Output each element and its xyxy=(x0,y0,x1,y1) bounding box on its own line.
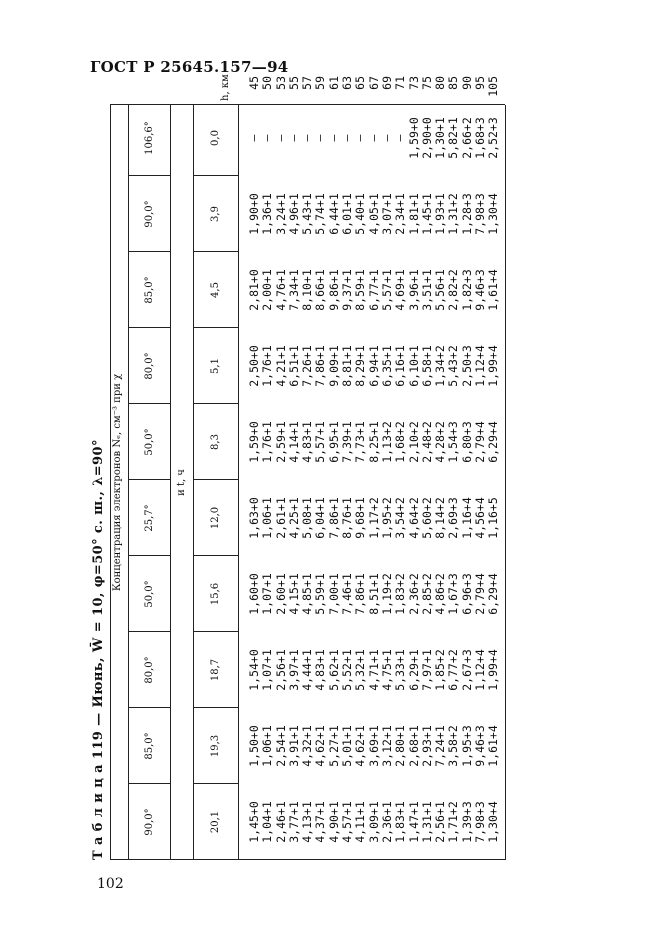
table-cell: 2,90+0 xyxy=(419,117,434,159)
table-cell: 1,59+0 xyxy=(247,421,261,463)
chi-header-cell: 85,0° xyxy=(144,276,155,304)
h-column xyxy=(248,76,501,98)
table-cell: 4,13+1 xyxy=(300,801,315,843)
table-cell: 2,50+3 xyxy=(459,345,474,387)
table-cell: 1,85+2 xyxy=(433,649,448,691)
table-cell: 1,67+3 xyxy=(446,573,461,615)
table-cell: 1,07+1 xyxy=(260,573,275,615)
table-cell: 4,64+2 xyxy=(406,497,421,539)
table-cell: 6,95+1 xyxy=(326,421,341,463)
table-cell: 7,34+1 xyxy=(286,269,301,311)
table-cell: 8,10+1 xyxy=(300,269,315,311)
table-cell: 1,82+3 xyxy=(459,269,474,311)
table-cell: 2,36+1 xyxy=(379,801,394,843)
table-cell: 1,39+3 xyxy=(459,801,474,843)
table-cell: 1,60+0 xyxy=(247,573,261,615)
table-cell: 1,28+3 xyxy=(459,193,474,235)
table-cell: 6,29+1 xyxy=(406,649,421,691)
table-cell: 2,68+1 xyxy=(406,725,421,767)
table-cell: 7,86+1 xyxy=(313,345,328,387)
table-cell: 7,98+3 xyxy=(473,801,488,843)
t-header-cell: 18,7 xyxy=(210,658,221,682)
table-cell: 7,39+1 xyxy=(340,421,355,463)
table-cell: 1,36+1 xyxy=(260,193,275,235)
table-cell: — xyxy=(379,134,394,142)
subheader-rule xyxy=(170,105,171,860)
table-cell: 3,96+1 xyxy=(406,269,421,311)
table-cell: 7,97+1 xyxy=(419,649,434,691)
table-cell: — xyxy=(247,134,261,142)
chi-header-cell: 50,0° xyxy=(144,580,155,608)
group-header-rule xyxy=(128,105,129,860)
table-cell: 4,83+1 xyxy=(313,649,328,691)
data-column xyxy=(248,784,501,860)
table-cell: 6,94+1 xyxy=(366,345,381,387)
h-cell: 85 xyxy=(446,76,461,90)
h-cell: 75 xyxy=(419,76,434,90)
data-column xyxy=(248,632,501,708)
table-cell: 1,12+4 xyxy=(473,649,488,691)
table-cell: 5,27+1 xyxy=(326,725,341,767)
table-cell: 6,77+1 xyxy=(366,269,381,311)
table-cell: 4,14+1 xyxy=(286,421,301,463)
table-cell: 7,98+3 xyxy=(473,193,488,235)
table-cell: 6,01+1 xyxy=(340,193,355,235)
h-cell: 90 xyxy=(459,76,474,90)
table-cell: 1,76+1 xyxy=(260,345,275,387)
table-cell: 2,67+3 xyxy=(459,649,474,691)
table-cell: 6,29+4 xyxy=(486,573,501,615)
t-row-rule xyxy=(193,105,194,860)
table-cell: 4,32+1 xyxy=(300,725,315,767)
table-cell: 2,60+1 xyxy=(273,573,288,615)
h-cell: 45 xyxy=(247,76,261,90)
table-cell: 4,56+4 xyxy=(473,497,488,539)
data-table xyxy=(110,74,505,860)
table-cell: 3,77+1 xyxy=(286,801,301,843)
h-cell: 57 xyxy=(300,76,315,90)
table-cell: 1,93+1 xyxy=(433,193,448,235)
table-cell: 1,31+1 xyxy=(419,801,434,843)
table-cell: 1,83+2 xyxy=(393,573,408,615)
table-cell: 4,15+1 xyxy=(286,573,301,615)
table-cell: 4,75+1 xyxy=(379,649,394,691)
table-cell: 2,34+1 xyxy=(393,193,408,235)
table-cell: 1,07+1 xyxy=(260,649,275,691)
document-header: ГОСТ Р 25645.157—94 xyxy=(90,58,289,76)
table-cell: 3,91+1 xyxy=(286,725,301,767)
table-cell: 2,69+3 xyxy=(446,497,461,539)
table-cell: 4,05+1 xyxy=(366,193,381,235)
t-header-cell: 8,3 xyxy=(210,434,221,450)
table-cell: 5,56+1 xyxy=(433,269,448,311)
table-cell: 6,77+2 xyxy=(446,649,461,691)
chi-header-cell: 80,0° xyxy=(144,352,155,380)
table-cell: 4,76+1 xyxy=(273,269,288,311)
table-cell: — xyxy=(326,134,341,142)
table-cell: 1,61+4 xyxy=(486,725,501,767)
table-cell: 1,13+2 xyxy=(379,421,394,463)
table-cell: 2,93+1 xyxy=(419,725,434,767)
table-cell: 7,73+1 xyxy=(353,421,368,463)
table-cell: 7,46+1 xyxy=(340,573,355,615)
table-cell: 5,82+1 xyxy=(446,117,461,159)
table-cell: — xyxy=(353,134,368,142)
table-cell: 5,08+1 xyxy=(300,497,315,539)
table-cell: 1,04+1 xyxy=(260,801,275,843)
t-header-cell: 0,0 xyxy=(210,130,221,146)
data-column xyxy=(248,480,501,556)
table-cell: 5,40+1 xyxy=(353,193,368,235)
table-cell: 6,58+1 xyxy=(419,345,434,387)
table-cell: 2,52+3 xyxy=(486,117,501,159)
data-column xyxy=(248,404,501,480)
h-cell: 69 xyxy=(379,76,394,90)
table-cell: — xyxy=(313,134,328,142)
header-bottom-rule xyxy=(238,105,239,860)
table-cell: — xyxy=(393,134,408,142)
chi-header-cell: 85,0° xyxy=(144,732,155,760)
table-cell: 1,47+1 xyxy=(406,801,421,843)
h-cell: 105 xyxy=(486,76,501,97)
table-cell: 2,48+2 xyxy=(419,421,434,463)
table-cell: 6,44+1 xyxy=(326,193,341,235)
h-cell: 95 xyxy=(473,76,488,90)
table-cell: 1,68+3 xyxy=(473,117,488,159)
table-cell: — xyxy=(366,134,381,142)
h-cell: 50 xyxy=(260,76,275,90)
table-cell: 3,97+1 xyxy=(286,649,301,691)
table-cell: 9,37+1 xyxy=(340,269,355,311)
table-cell: 6,51+1 xyxy=(286,345,301,387)
table-cell: 8,81+1 xyxy=(340,345,355,387)
table-cell: 4,44+1 xyxy=(300,649,315,691)
table-cell: 5,60+2 xyxy=(419,497,434,539)
table-cell: — xyxy=(340,134,355,142)
table-cell: 6,10+1 xyxy=(406,345,421,387)
chi-header-cell: 25,7° xyxy=(144,504,155,532)
h-cell: 80 xyxy=(433,76,448,90)
data-column xyxy=(248,328,501,404)
table-cell: 1,16+5 xyxy=(486,497,501,539)
table-cell: 8,51+1 xyxy=(366,573,381,615)
rotated-table-block xyxy=(90,74,510,860)
table-cell: 1,12+4 xyxy=(473,345,488,387)
data-column xyxy=(248,708,501,784)
t-header-cell: 20,1 xyxy=(210,810,221,834)
table-bottom-rule xyxy=(505,105,506,860)
h-cell: 73 xyxy=(406,76,421,90)
table-cell: 2,79+4 xyxy=(473,421,488,463)
table-cell: 2,85+2 xyxy=(419,573,434,615)
table-cell: 1,99+4 xyxy=(486,345,501,387)
table-cell: 6,16+1 xyxy=(393,345,408,387)
h-cell: 59 xyxy=(313,76,328,90)
table-cell: 2,61+1 xyxy=(273,497,288,539)
h-cell: 55 xyxy=(286,76,301,90)
table-cell: 1,63+0 xyxy=(247,497,261,539)
table-cell: 2,79+4 xyxy=(473,573,488,615)
table-cell: 5,52+1 xyxy=(340,649,355,691)
table-cell: 9,46+3 xyxy=(473,725,488,767)
table-cell: 4,69+1 xyxy=(393,269,408,311)
table-cell: 9,09+1 xyxy=(326,345,341,387)
table-top-rule xyxy=(110,105,111,860)
table-cell: 1,59+0 xyxy=(406,117,421,159)
table-cell: 4,37+1 xyxy=(313,801,328,843)
table-cell: 5,32+1 xyxy=(353,649,368,691)
table-cell: 7,86+1 xyxy=(353,573,368,615)
table-cell: 4,86+2 xyxy=(433,573,448,615)
table-cell: 7,26+1 xyxy=(300,345,315,387)
chi-header-cell: 50,0° xyxy=(144,428,155,456)
table-cell: 3,12+1 xyxy=(379,725,394,767)
page-number: 102 xyxy=(97,876,124,892)
table-cell: 1,81+1 xyxy=(406,193,421,235)
data-column xyxy=(248,556,501,632)
table-cell: 1,54+0 xyxy=(247,649,261,691)
table-cell: 1,30+1 xyxy=(433,117,448,159)
data-column xyxy=(248,100,501,176)
table-cell: 1,54+3 xyxy=(446,421,461,463)
table-cell: 7,00+1 xyxy=(326,573,341,615)
table-cell: 2,50+0 xyxy=(247,345,261,387)
table-cell: 4,25+1 xyxy=(286,497,301,539)
table-cell: 3,69+1 xyxy=(366,725,381,767)
table-cell: 2,56+1 xyxy=(273,649,288,691)
table-cell: 1,83+1 xyxy=(393,801,408,843)
table-cell: 5,57+1 xyxy=(379,269,394,311)
t-header-cell: 12,0 xyxy=(210,506,221,530)
table-cell: 4,21+1 xyxy=(273,345,288,387)
table-cell: — xyxy=(286,134,301,142)
table-cell: 5,74+1 xyxy=(313,193,328,235)
table-cell: 5,33+1 xyxy=(393,649,408,691)
table-cell: 1,76+1 xyxy=(260,421,275,463)
table-cell: 2,59+1 xyxy=(273,421,288,463)
table-cell: 1,50+0 xyxy=(247,725,261,767)
table-cell: 5,01+1 xyxy=(340,725,355,767)
t-header-cell: 5,1 xyxy=(210,358,221,374)
table-cell: 4,85+1 xyxy=(300,573,315,615)
data-column xyxy=(248,252,501,328)
h-cell: 67 xyxy=(366,76,381,90)
chi-header-cell: 90,0° xyxy=(144,808,155,836)
table-cell: 1,95+3 xyxy=(459,725,474,767)
h-cell: 71 xyxy=(393,76,408,90)
table-cell: 4,96+1 xyxy=(286,193,301,235)
table-cell: 2,00+1 xyxy=(260,269,275,311)
table-cell: 2,36+2 xyxy=(406,573,421,615)
table-cell: 7,24+1 xyxy=(433,725,448,767)
chi-header-cell: 106,6° xyxy=(144,121,155,155)
table-cell: 9,68+1 xyxy=(353,497,368,539)
table-cell: 1,34+2 xyxy=(433,345,448,387)
chi-header-cell: 90,0° xyxy=(144,200,155,228)
table-cell: 6,96+3 xyxy=(459,573,474,615)
table-cell: 8,59+1 xyxy=(353,269,368,311)
table-cell: 1,71+2 xyxy=(446,801,461,843)
table-cell: 4,83+1 xyxy=(300,421,315,463)
table-cell: 5,43+2 xyxy=(446,345,461,387)
table-cell: — xyxy=(300,134,315,142)
table-cell: 8,76+1 xyxy=(340,497,355,539)
table-cell: 6,04+1 xyxy=(313,497,328,539)
h-cell: 65 xyxy=(353,76,368,90)
t-header-cell: 3,9 xyxy=(210,206,221,222)
table-cell: — xyxy=(260,134,275,142)
table-cell: 9,46+3 xyxy=(473,269,488,311)
table-cell: 6,35+1 xyxy=(379,345,394,387)
h-cell: 63 xyxy=(340,76,355,90)
table-cell: 1,61+4 xyxy=(486,269,501,311)
table-cell: 6,29+4 xyxy=(486,421,501,463)
table-cell: 4,28+2 xyxy=(433,421,448,463)
table-cell: 2,56+1 xyxy=(433,801,448,843)
t-subheader: и t, ч xyxy=(176,469,187,496)
table-cell: 8,14+2 xyxy=(433,497,448,539)
table-cell: 1,45+0 xyxy=(247,801,261,843)
table-cell: 5,43+1 xyxy=(300,193,315,235)
table-cell: 2,54+1 xyxy=(273,725,288,767)
table-cell: 5,59+1 xyxy=(313,573,328,615)
table-cell: 1,30+4 xyxy=(486,193,501,235)
table-cell: 1,30+4 xyxy=(486,801,501,843)
table-cell: 1,31+2 xyxy=(446,193,461,235)
table-cell: 5,57+1 xyxy=(313,421,328,463)
table-cell: 2,66+2 xyxy=(459,117,474,159)
t-header-cell: 15,6 xyxy=(210,582,221,606)
table-cell: 1,45+1 xyxy=(419,193,434,235)
table-cell: 2,81+0 xyxy=(247,269,261,311)
table-cell: 3,07+1 xyxy=(379,193,394,235)
table-caption: Т а б л и ц а 119 — Июнь, W̄ = 10, φ=50° с. ш., λ=90° xyxy=(91,439,106,860)
table-cell: 8,66+1 xyxy=(313,269,328,311)
table-cell: 8,29+1 xyxy=(353,345,368,387)
group-header: Концентрация электронов Nₑ, см⁻³ при χ xyxy=(112,373,123,592)
data-column xyxy=(248,176,501,252)
table-cell: 3,24+1 xyxy=(273,193,288,235)
table-cell: 8,25+1 xyxy=(366,421,381,463)
table-cell: — xyxy=(273,134,288,142)
chi-header-cell: 80,0° xyxy=(144,656,155,684)
table-cell: 1,99+4 xyxy=(486,649,501,691)
table-cell: 4,62+1 xyxy=(313,725,328,767)
table-cell: 4,11+1 xyxy=(353,801,368,843)
table-cell: 1,16+4 xyxy=(459,497,474,539)
table-cell: 2,80+1 xyxy=(393,725,408,767)
table-cell: 4,71+1 xyxy=(366,649,381,691)
table-cell: 1,95+2 xyxy=(379,497,394,539)
table-cell: 3,54+2 xyxy=(393,497,408,539)
table-cell: 3,51+1 xyxy=(419,269,434,311)
table-cell: 1,06+1 xyxy=(260,497,275,539)
table-cell: 6,80+3 xyxy=(459,421,474,463)
table-cell: 2,10+2 xyxy=(406,421,421,463)
table-cell: 9,86+1 xyxy=(326,269,341,311)
table-cell: 2,82+2 xyxy=(446,269,461,311)
table-cell: 3,09+1 xyxy=(366,801,381,843)
table-cell: 5,62+1 xyxy=(326,649,341,691)
t-header-cell: 4,5 xyxy=(210,282,221,298)
table-cell: 4,90+1 xyxy=(326,801,341,843)
table-cell: 3,58+2 xyxy=(446,725,461,767)
h-cell: 53 xyxy=(273,76,288,90)
table-cell: 7,86+1 xyxy=(326,497,341,539)
table-cell: 1,17+2 xyxy=(366,497,381,539)
table-cell: 1,90+0 xyxy=(247,193,261,235)
table-cell: 1,19+2 xyxy=(379,573,394,615)
table-cell: 4,57+1 xyxy=(340,801,355,843)
table-cell: 1,06+1 xyxy=(260,725,275,767)
corner-label: h, км xyxy=(220,74,231,101)
table-cell: 2,46+1 xyxy=(273,801,288,843)
table-cell: 4,62+1 xyxy=(353,725,368,767)
h-cell: 61 xyxy=(326,76,341,90)
t-header-cell: 19,3 xyxy=(210,734,221,758)
table-cell: 1,68+2 xyxy=(393,421,408,463)
